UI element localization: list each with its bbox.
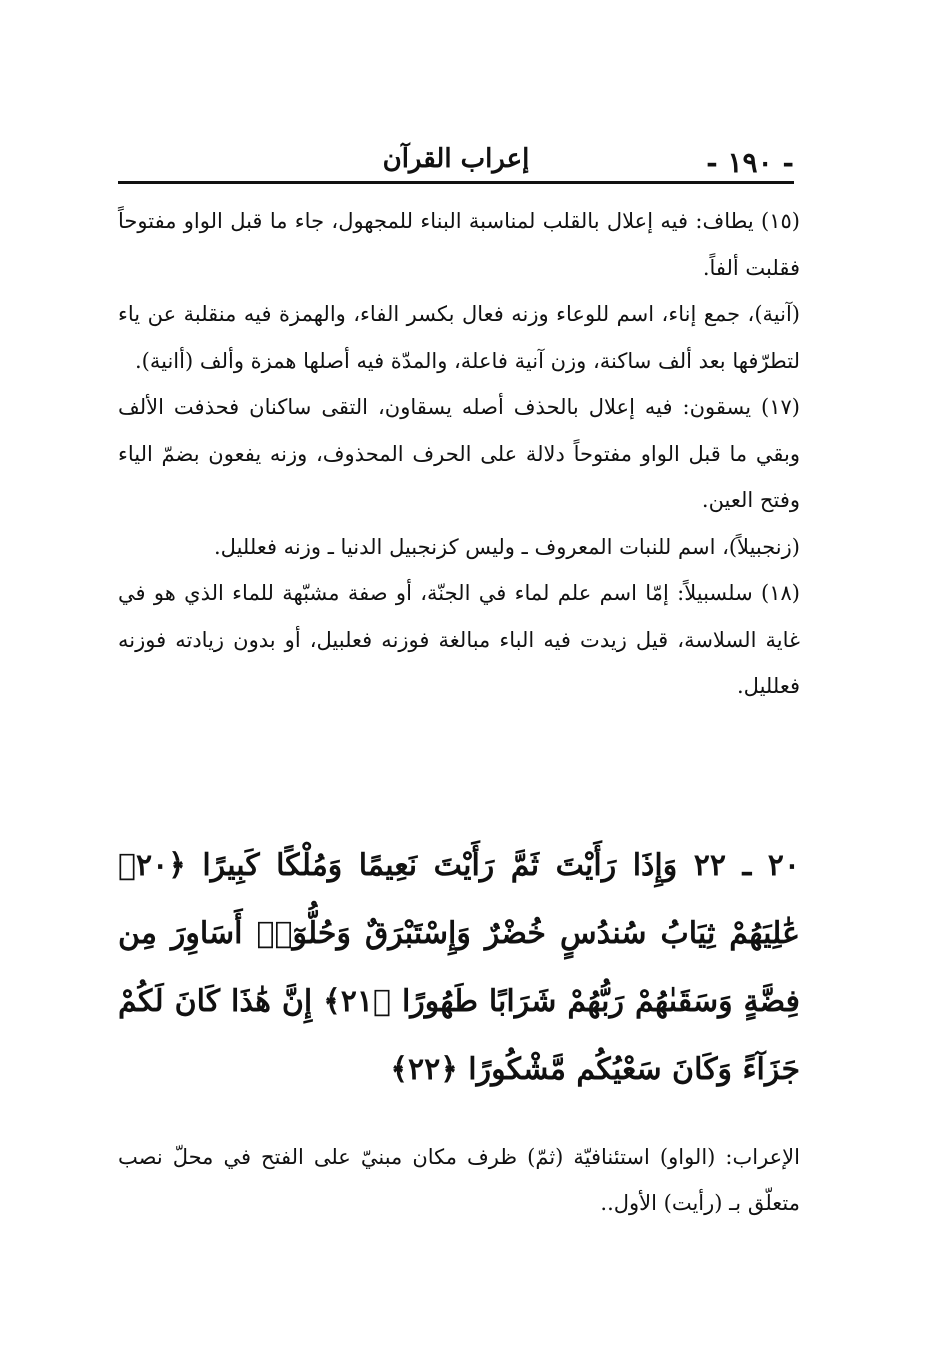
- header-rule: [118, 181, 794, 184]
- page-number: - ١٩٠ -: [706, 146, 794, 179]
- note-paragraph: (١٥) يطاف: فيه إعلال بالقلب لمناسبة البناء للمجهول، جاء ما قبل الواو مفتوحاً فقلبت ألفاً.: [118, 209, 800, 280]
- note-paragraph: (زنجبيلاً)، اسم للنبات المعروف ـ وليس كزنجبيل الدنيا ـ وزنه فعلليل.: [214, 534, 800, 559]
- note-paragraph: (١٨) سلسبيلاً: إمّا اسم علم لماء في الجنّة، أو صفة مشبّهة للماء الذي هو في غاية السلاسة، قيل زيدت فيه الباء مبالغة فوزنه فعلبيل، أو بدون زيادته فوزنه فعلليل.: [118, 581, 800, 698]
- quran-verse-block: [118, 832, 800, 1104]
- book-title: إعراب القرآن: [382, 144, 530, 174]
- iarab-paragraph: الإعراب: (الواو) استئنافيّة (ثمّ) ظرف مكان مبنيّ على الفتح في محلّ نصب متعلّق بـ (رأيت) الأول..: [118, 1145, 800, 1215]
- iarab-section: [118, 1134, 800, 1226]
- page-header: [118, 138, 794, 182]
- note-paragraph: (آنية)، جمع إناء، اسم للوعاء وزنه فعال بكسر الفاء، والهمزة فيه منقلبة عن ياء لتطرّفها بعد ألف ساكنة، وزن آنية فاعلة، والمدّة فيه أصلها همزة وألف (أانية).: [118, 302, 800, 373]
- note-paragraph: (١٧) يسقون: فيه إعلال بالحذف أصله يسقاون، التقى ساكنان فحذفت الألف وبقي ما قبل الواو مفتوحاً دلالة على الحرف المحذوف، وزنه يفعون بضمّ الياء وفتح العين.: [118, 395, 800, 512]
- morphology-notes: [118, 198, 800, 710]
- quran-verse-text: ٢٠ ـ ٢٢ وَإِذَا رَأَيْتَ ثَمَّ رَأَيْتَ نَعِيمًا وَمُلْكًا كَبِيرًا ﴿٢٠﴾ عَٰلِيَهُمْ ثِيَابُ سُندُسٍ خُضْرٌ وَإِسْتَبْرَقٌ وَحُلُّوٓا۟ أَسَاوِرَ مِن فِضَّةٍ وَسَقَىٰهُمْ رَبُّهُمْ شَرَابًا طَهُورًا ﴿٢١﴾ إِنَّ هَٰذَا كَانَ لَكُمْ جَزَآءً وَكَانَ سَعْيُكُم مَّشْكُورًا ﴿٢٢﴾: [118, 848, 800, 1087]
